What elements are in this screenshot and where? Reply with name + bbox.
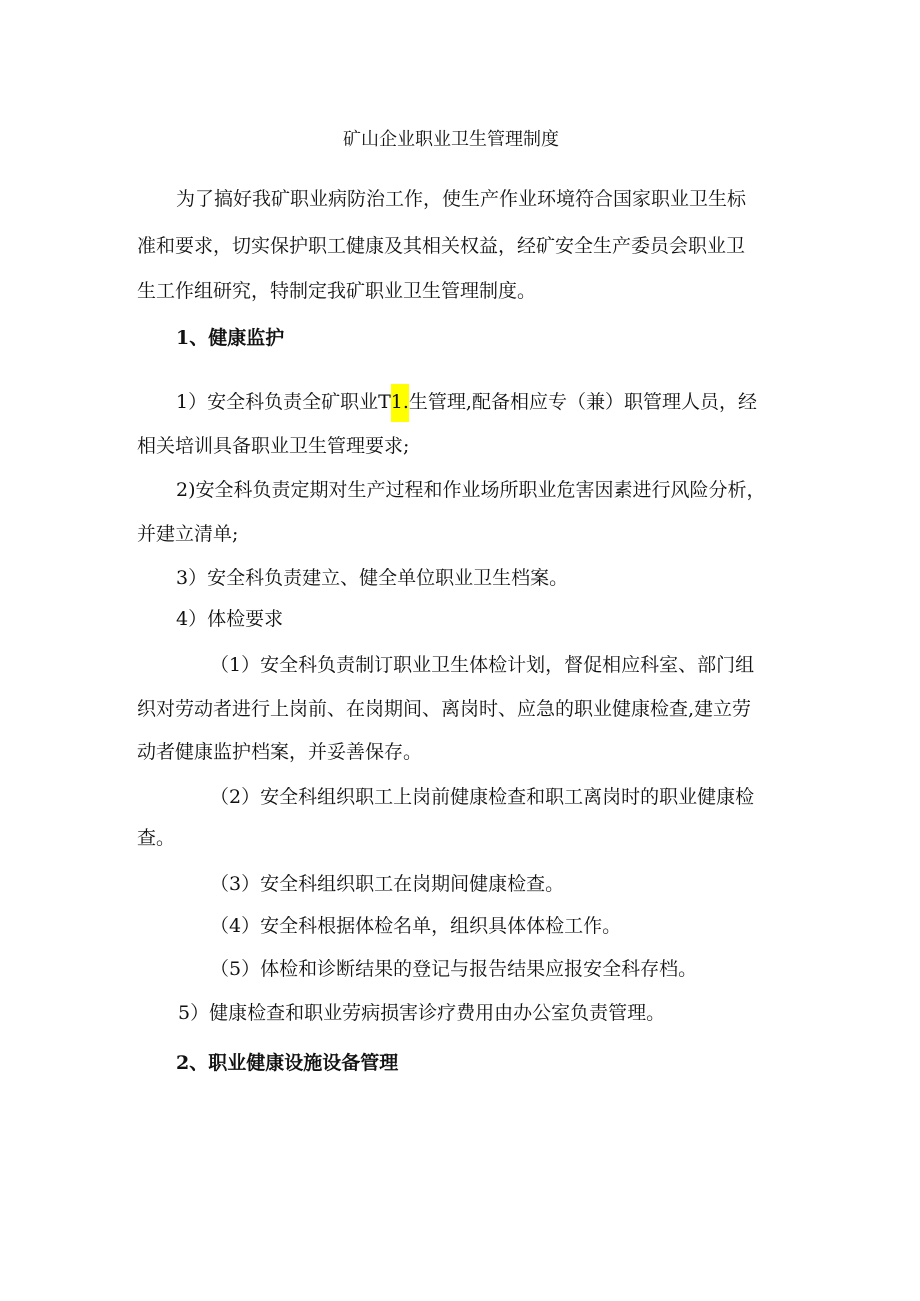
item-1-text-before: 1）安全科负责全矿职业T [176,391,391,413]
intro-line-1: 为了搞好我矿职业病防治工作，使生产作业环境符合国家职业卫生标 [176,188,747,210]
document-title: 矿山企业职业卫生管理制度 [343,129,559,150]
sub-1-line-3: 动者健康监护档案，并妥善保存。 [137,741,423,763]
item-5: 5）健康检查和职业劳病损害诊疗费用由办公室负责管理。 [178,1002,666,1024]
item-2-line-2: 并建立清单; [137,523,239,545]
sub-3: （3）安全科组织职工在岗期间健康检查。 [210,873,565,895]
intro-line-3: 生工作组研究，特制定我矿职业卫生管理制度。 [137,280,537,302]
section-2-heading: 2、职业健康设施设备管理 [176,1052,399,1074]
sub-1-line-2: 织对劳动者进行上岗前、在岗期间、离岗时、应急的职业健康检查,建立劳 [137,698,752,720]
item-2-line-1: 2)安全科负责定期对生产过程和作业场所职业危害因素进行风险分析， [176,479,766,501]
sub-2-line-1: （2）安全科组织职工上岗前健康检查和职工离岗时的职业健康检 [210,786,755,808]
item-1-line-1 [176,390,757,422]
item-4-label: 4）体检要求 [176,608,284,630]
sub-4: （4）安全科根据体检名单，组织具体体检工作。 [210,915,622,937]
sub-1-line-1: （1）安全科负责制订职业卫生体检计划，督促相应科室、部门组 [210,654,755,676]
sub-2-line-2: 查。 [137,827,176,849]
item-3: 3）安全科负责建立、健全单位职业卫生档案。 [176,567,569,589]
item-1-line-2: 相关培训具备职业卫生管理要求; [137,435,410,457]
section-1-heading: 1、健康监护 [176,327,285,349]
highlighted-text: 1. [391,384,409,422]
item-1-text-after: 生管理,配备相应专（兼）职管理人员，经 [408,391,757,413]
intro-line-2: 准和要求，切实保护职工健康及其相关权益，经矿安全生产委员会职业卫 [137,235,746,257]
sub-5: （5）体检和诊断结果的登记与报告结果应报安全科存档。 [210,958,698,980]
